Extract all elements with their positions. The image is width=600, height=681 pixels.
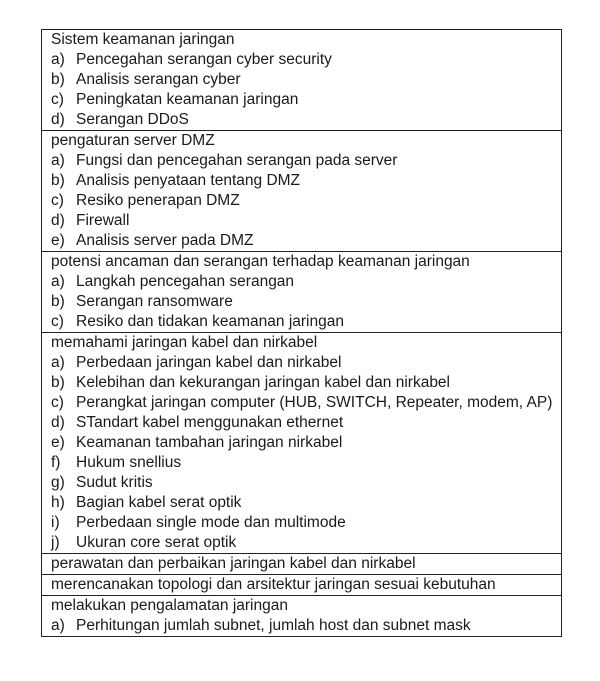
- list-item-text: Ukuran core serat optik: [76, 534, 237, 551]
- table-row: [42, 575, 561, 596]
- list-item-marker: a): [51, 152, 65, 169]
- list-item-text: Analisis penyataan tentang DMZ: [76, 172, 301, 189]
- list-item: [51, 211, 555, 231]
- section-title: potensi ancaman dan serangan terhadap keamanan jaringan: [51, 253, 470, 270]
- list-item-text: Serangan ransomware: [76, 293, 233, 310]
- section-title: merencanakan topologi dan arsitektur jaringan sesuai kebutuhan: [51, 576, 496, 593]
- list-item: [51, 110, 555, 130]
- list-item: [51, 191, 555, 211]
- table-row: [42, 30, 561, 131]
- list-item: [51, 493, 555, 513]
- list-item-text: Perbedaan single mode dan multimode: [76, 514, 346, 531]
- list-item-marker: a): [51, 273, 65, 290]
- list-item: [51, 473, 555, 493]
- list-item-marker: f): [51, 454, 61, 471]
- list-item: [51, 353, 555, 373]
- table-row: [42, 131, 561, 252]
- list-item-marker: b): [51, 293, 65, 310]
- list-item-text: Firewall: [76, 212, 130, 229]
- list-item-marker: e): [51, 232, 65, 249]
- list-item-marker: d): [51, 414, 65, 431]
- list-item-text: Sudut kritis: [76, 474, 153, 491]
- list-item-text: Analisis server pada DMZ: [76, 232, 254, 249]
- list-item-marker: c): [51, 91, 64, 108]
- list-item: [51, 70, 555, 90]
- list-item-text: Keamanan tambahan jaringan nirkabel: [76, 434, 343, 451]
- topic-table: [41, 29, 562, 637]
- list-item-text: Fungsi dan pencegahan serangan pada server: [76, 152, 398, 169]
- list-item-marker: d): [51, 111, 65, 128]
- list-item: [51, 292, 555, 312]
- list-item: [51, 231, 555, 251]
- list-item-text: Bagian kabel serat optik: [76, 494, 242, 511]
- list-item-text: STandart kabel menggunakan ethernet: [76, 414, 344, 431]
- list-item-text: Analisis serangan cyber: [76, 71, 241, 88]
- list-item: [51, 151, 555, 171]
- list-item-marker: d): [51, 212, 65, 229]
- table-row: [42, 252, 561, 333]
- list-item: [51, 171, 555, 191]
- list-item-text: Peningkatan keamanan jaringan: [76, 91, 299, 108]
- list-item-marker: e): [51, 434, 65, 451]
- list-item-marker: b): [51, 172, 65, 189]
- list-item-text: Perhitungan jumlah subnet, jumlah host dan subnet mask: [76, 617, 471, 634]
- list-item: [51, 433, 555, 453]
- list-item-text: Perbedaan jaringan kabel dan nirkabel: [76, 354, 342, 371]
- list-item: [51, 513, 555, 533]
- list-item-marker: i): [51, 514, 60, 531]
- list-item: [51, 413, 555, 433]
- list-item: [51, 533, 555, 553]
- list-item-marker: j): [51, 534, 60, 551]
- section-title: melakukan pengalamatan jaringan: [51, 597, 288, 614]
- table-row: [42, 333, 561, 554]
- list-item: [51, 50, 555, 70]
- list-item-text: Resiko dan tidakan keamanan jaringan: [76, 313, 344, 330]
- list-item: [51, 373, 555, 393]
- list-item-marker: b): [51, 71, 65, 88]
- table-row: [42, 554, 561, 575]
- list-item-text: Resiko penerapan DMZ: [76, 192, 240, 209]
- list-item: [51, 272, 555, 292]
- list-item-marker: a): [51, 51, 65, 68]
- list-item-text: Pencegahan serangan cyber security: [76, 51, 332, 68]
- list-item-marker: h): [51, 494, 65, 511]
- list-item-text: Langkah pencegahan serangan: [76, 273, 295, 290]
- list-item-marker: a): [51, 354, 65, 371]
- section-title: Sistem keamanan jaringan: [51, 31, 235, 48]
- list-item-text: Kelebihan dan kekurangan jaringan kabel dan nirkabel: [76, 374, 450, 391]
- list-item: [51, 312, 555, 332]
- list-item-marker: c): [51, 313, 64, 330]
- section-title: memahami jaringan kabel dan nirkabel: [51, 334, 318, 351]
- list-item-text: Serangan DDoS: [76, 111, 189, 128]
- section-title: perawatan dan perbaikan jaringan kabel dan nirkabel: [51, 555, 416, 572]
- list-item: [51, 453, 555, 473]
- list-item: [51, 90, 555, 110]
- table-row: [42, 596, 561, 636]
- list-item-marker: a): [51, 617, 65, 634]
- list-item-marker: b): [51, 374, 65, 391]
- list-item: [51, 616, 555, 636]
- section-title: pengaturan server DMZ: [51, 132, 215, 149]
- list-item-marker: c): [51, 394, 64, 411]
- list-item: [51, 393, 555, 413]
- list-item-text: Perangkat jaringan computer (HUB, SWITCH, Repeater, modem, AP): [76, 394, 553, 411]
- list-item-marker: g): [51, 474, 65, 491]
- list-item-marker: c): [51, 192, 64, 209]
- list-item-text: Hukum snellius: [76, 454, 182, 471]
